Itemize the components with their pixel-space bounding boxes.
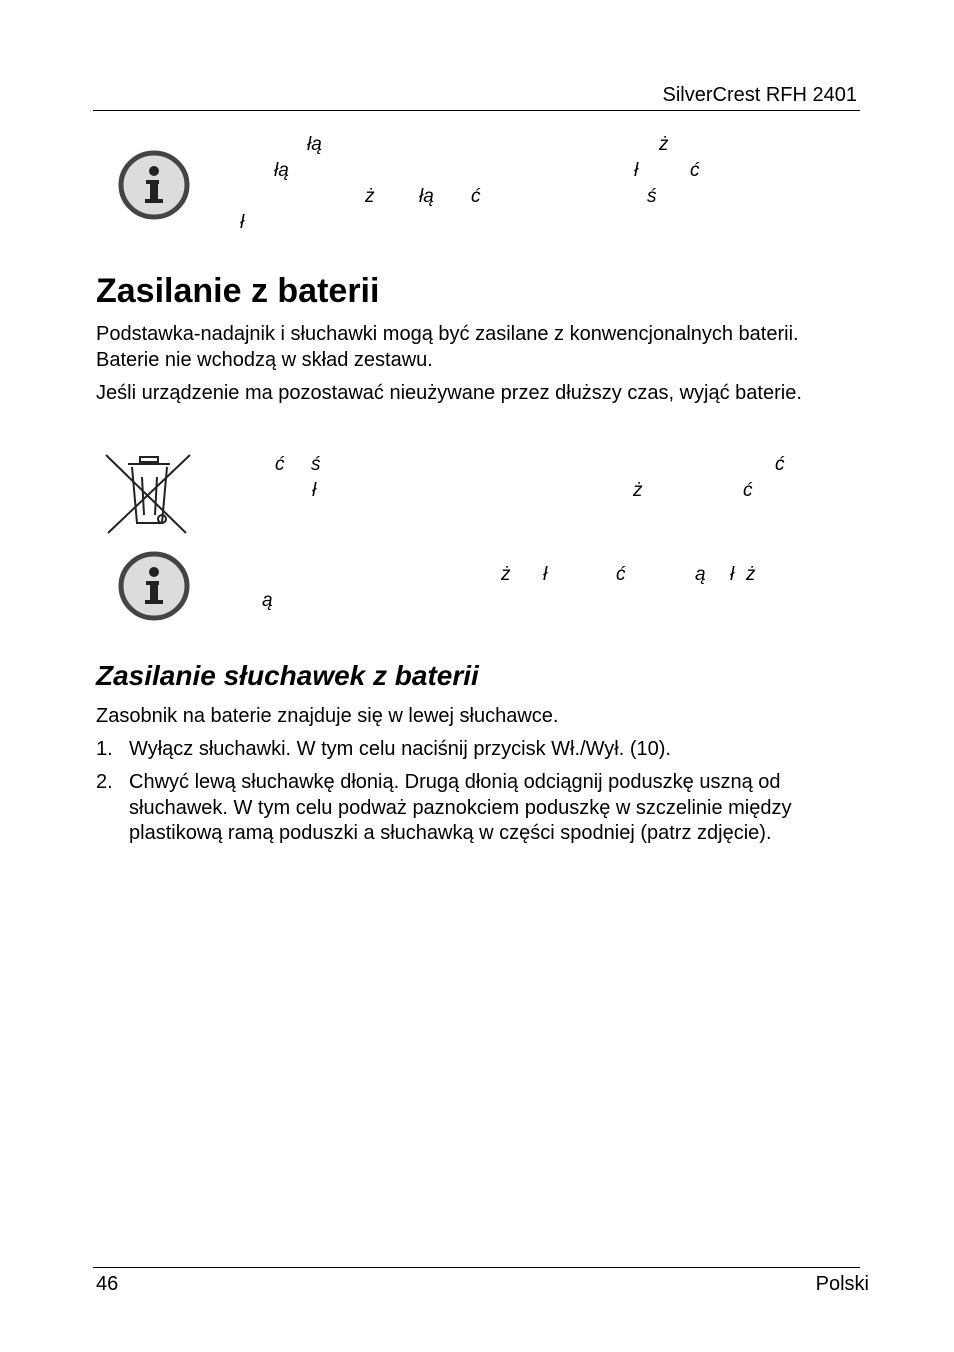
note-fragment: ć: [743, 480, 753, 501]
note-fragment: ą: [695, 564, 706, 585]
note-fragment: ą: [262, 590, 273, 611]
paragraph: Podstawka-nadajnik i słuchawki mogą być zasilane z konwencjonalnych baterii. Baterie nie wchodzą w skład zestawu.: [96, 323, 799, 371]
paragraph: Jeśli urządzenie ma pozostawać nieużywane przez dłuższy czas, wyjąć baterie.: [96, 382, 802, 404]
note-fragment: ł: [543, 564, 548, 585]
note-fragment: łą: [307, 134, 322, 155]
footer-rule: [93, 1267, 860, 1268]
note-fragment: ł: [240, 212, 245, 233]
note-fragment: ż: [365, 186, 375, 207]
list-item-number: 1.: [96, 738, 113, 760]
note-fragment: ć: [471, 186, 481, 207]
paragraph: Zasobnik na baterie znajduje się w lewej słuchawce.: [96, 705, 559, 727]
footer-language: Polski: [815, 1273, 869, 1295]
note-fragment: ł: [634, 160, 639, 181]
note-fragment: ż: [659, 134, 669, 155]
note-fragment: ł: [312, 480, 317, 501]
note-fragment: ż: [746, 564, 756, 585]
info-icon: [117, 550, 191, 622]
list-item: Wyłącz słuchawki. W tym celu naciśnij przycisk Wł./Wył. (10).: [129, 738, 671, 760]
document-header-title: SilverCrest RFH 2401: [662, 84, 857, 106]
note-fragment: ć: [616, 564, 626, 585]
note-fragment: ż: [501, 564, 511, 585]
note-fragment: ś: [311, 454, 321, 475]
info-icon: [117, 149, 191, 221]
note-fragment: ś: [647, 186, 657, 207]
list-item: Chwyć lewą słuchawkę dłonią. Drugą dłonią odciągnij poduszkę uszną od słuchawek. W tym celu podważ paznokciem poduszkę w szczelinie między plastikową ramą poduszki a słuchawką w części spodniej (patrz zdjęcie).: [129, 771, 792, 844]
note-fragment: ć: [275, 454, 285, 475]
note-fragment: ć: [775, 454, 785, 475]
note-fragment: łą: [419, 186, 434, 207]
crossed-bin-icon: [104, 453, 194, 535]
subsection-heading: Zasilanie słuchawek z baterii: [96, 660, 479, 691]
note-fragment: łą: [274, 160, 289, 181]
note-fragment: ł: [730, 564, 735, 585]
note-fragment: ż: [633, 480, 643, 501]
page-number: 46: [96, 1273, 119, 1295]
note-fragment: ć: [690, 160, 700, 181]
header-rule: [93, 110, 860, 111]
list-item-number: 2.: [96, 771, 113, 793]
section-heading: Zasilanie z baterii: [96, 272, 380, 310]
